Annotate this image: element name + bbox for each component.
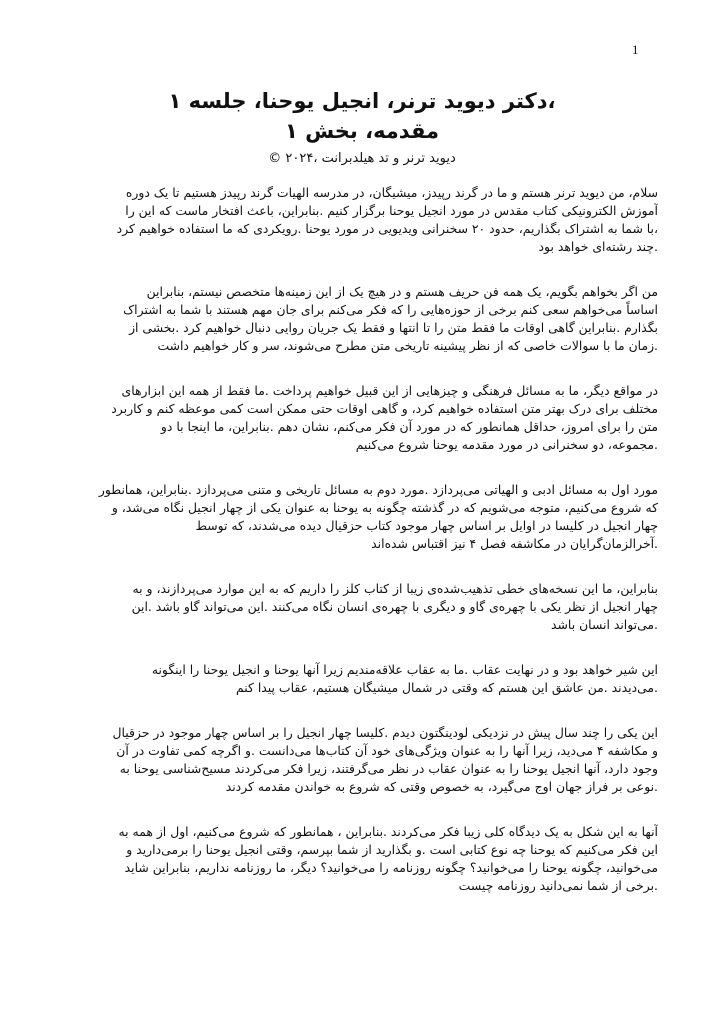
- text-line: ،با شما به اشتراک بگذاریم، حدود ۲۰ سخنرانی ویدیویی در مورد یوحنا .رویکردی که ما استفاده خواهیم کرد: [116, 221, 658, 236]
- paragraph-2: [70, 283, 658, 355]
- text-line: مورد اول به مسائل ادبی و الهیاتی می‌پردازد .مورد دوم به مسائل تاریخی و متنی می‌پردازد .بنابراین، همانطور: [98, 482, 658, 497]
- title-line-2: مقدمه، بخش ۱: [284, 119, 440, 143]
- paragraph-8: [70, 823, 658, 895]
- text-line: می‌خوانید، چگونه یوحنا را می‌خوانید؟ چگونه روزنامه را می‌خوانید؟ دیگر، ما روزنامه نداریم، بنابراین شاید: [124, 860, 658, 875]
- paragraph-5: [70, 580, 658, 634]
- text-line: این فکر می‌کنیم که یوحنا چه نوع کتابی است .و بگذارید از شما بپرسم، وقتی انجیل یوحنا را برمی‌دارید و: [126, 842, 658, 857]
- text-line: .زمان ما با سوالات خاصی که از نظر پیشینه تاریخی متن مطرح می‌شوند، سر و کار خواهیم داشت: [157, 338, 658, 353]
- text-line: من اگر بخواهم بگویم، یک همه فن حریف هستم و در هیچ یک از این زمینه‌ها متخصص نیستم، بنابراین: [146, 284, 658, 299]
- text-line: .نوعی بر فراز جهان اوج می‌گیرد، به خصوص وقتی که شروع به خواندن مقدمه کردند: [225, 779, 658, 794]
- text-line: .آخرالزمان‌گرایان در مکاشفه فصل ۴ نیز اقتباس شده‌اند: [371, 536, 658, 551]
- text-line: .برخی از شما نمی‌دانید روزنامه چیست: [458, 878, 658, 893]
- text-line: .مجموعه، دو سخنرانی در مورد مقدمه یوحنا شروع می‌کنیم: [355, 437, 658, 452]
- text-line: سلام، من دیوید ترنر هستم و ما در گرند رپیدز، میشیگان، در مدرسه الهیات گرند رپیدز هستیم تا یک دوره: [125, 185, 658, 200]
- text-line: آموزش الکترونیکی کتاب مقدس در مورد انجیل یوحنا برگزار کنیم .بنابراین، باعث افتخار ماست که این را: [125, 203, 658, 218]
- text-line: .می‌دیدند .من عاشق این هستم که وقتی در شمال میشیگان هستیم، عقاب پیدا کنم: [236, 680, 658, 695]
- text-line: بگذارم .بنابراین گاهی اوقات ما فقط متن را تا انتها و فقط یک جریان روایی دنبال خواهیم کرد .بخشی از: [129, 320, 658, 335]
- paragraph-1: [70, 184, 658, 256]
- text-line: بنابراین، ما این نسخه‌های خطی تذهیب‌شده‌ی زیبا از کتاب کلز را داریم که به این موارد می‌پردازند، و به: [132, 581, 658, 596]
- text-line: چهار انجیل در کلیسا در اوایل بر اساس چهار موجود کتاب حزقیال دیده می‌شدند، که توسط: [195, 518, 658, 533]
- title-line-1: ،دکتر دیوید ترنر، انجیل یوحنا، جلسه ۱: [168, 89, 556, 113]
- text-line: که شروع می‌کنیم، متوجه می‌شویم که در گذشته چگونه به یوحنا به عنوان یکی از چهار انجیل نگاه می‌شد، و: [111, 500, 658, 515]
- text-line: و مکاشفه ۴ می‌دید، زیرا آنها را به عنوان ویژگی‌های خود آن کتاب‌ها می‌دانست .و اگرچه کمی تفاوت در آن: [116, 743, 658, 758]
- text-line: این یکی را چند سال پیش در نزدیکی لودینگتون دیدم .کلیسا چهار انجیل را بر اساس چهار موجود در حزقیال: [112, 725, 658, 740]
- text-line: این شیر خواهد بود و در نهایت عقاب .ما به عقاب علاقه‌مندیم زیرا آنها یوحنا و انجیل یوحنا را اینگونه: [151, 662, 658, 677]
- text-line: .می‌تواند انسان باشد: [551, 617, 658, 632]
- paragraph-3: [70, 382, 658, 454]
- text-line: در مواقع دیگر، ما به مسائل فرهنگی و چیزهایی از این قبیل خواهیم پرداخت .ما فقط از همه این ابزارهای: [121, 383, 658, 398]
- text-line: آنها به این شکل به یک دیدگاه کلی زیبا فکر می‌کردند .بنابراین ، همانطور که شروع می‌کنیم، اول از همه به: [118, 824, 658, 839]
- authors-copyright: دیوید ترنر و تد هیلدبرانت ،۲۰۲۴ ©: [268, 151, 456, 166]
- text-line: وجود دارد، آنها انجیل یوحنا را به عنوان عقاب در نظر می‌گرفتند، زیرا فکر می‌کردند مسیح‌شناسی یوحنا به: [119, 761, 658, 776]
- paragraph-4: [70, 481, 658, 553]
- body-text: [70, 184, 658, 922]
- text-line: چهار انجیل از نظر یکی با چهره‌ی گاو و دیگری با چهره‌ی انسان نگاه می‌کنند .این می‌تواند گاو باشد .این: [131, 599, 658, 614]
- paragraph-7: [70, 724, 658, 796]
- paragraph-6: [70, 661, 658, 697]
- document-title: [60, 86, 664, 146]
- page-number: 1: [632, 42, 639, 57]
- text-line: مختلف برای درک بهتر متن استفاده خواهیم کرد، و گاهی اوقات حتی ممکن است کمی موعظه کنم و کاربرد: [111, 401, 658, 416]
- text-line: اساساً می‌خواهم سعی کنم برخی از حوزه‌هایی را که فکر می‌کنم برای جان مهم هستند با شما به اشتراک: [123, 302, 658, 317]
- text-line: متن را برای امروز، حداقل همانطور که در مورد آن فکر می‌کنم، نشان دهم .بنابراین، ما اینجا با دو: [160, 419, 658, 434]
- text-line: .چند رشته‌ای خواهد بود: [538, 239, 658, 254]
